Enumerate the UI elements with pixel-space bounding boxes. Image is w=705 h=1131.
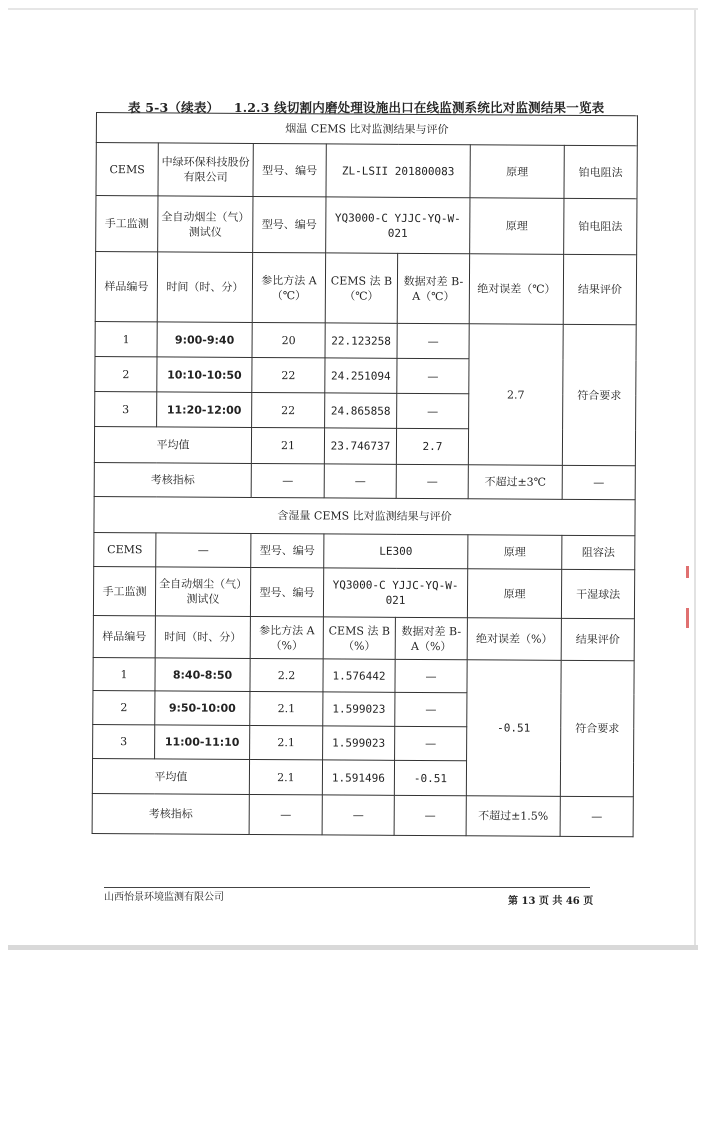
humid-criteria-d: —	[394, 795, 466, 835]
cems-value: 1.576442	[323, 659, 395, 692]
sample-time: 8:40-8:50	[155, 658, 250, 692]
humid-avg-d: -0.51	[394, 760, 466, 795]
table-row	[95, 321, 636, 359]
temp-criteria-result: —	[562, 465, 635, 499]
ref-value: 2.1	[250, 691, 323, 725]
criteria-row	[92, 793, 633, 836]
sample-no: 2	[95, 356, 157, 391]
humid-avg-label: 平均值	[92, 758, 249, 794]
temp-header-sample: 样品编号	[95, 252, 157, 322]
humid-header-cems: CEMS 法 B（%）	[323, 617, 395, 659]
ref-value: 22	[252, 357, 325, 392]
humid-cems-model: LE300	[324, 534, 468, 569]
humid-criteria-a: —	[249, 794, 322, 834]
diff-value: —	[397, 323, 469, 358]
temp-manual-instrument: 全自动烟尘（气）测试仪	[158, 196, 253, 253]
humid-manual-model-label: 型号、编号	[250, 567, 323, 616]
temp-criteria-a: —	[251, 463, 324, 497]
temp-cems-model: ZL-LSII 201800083	[326, 144, 470, 198]
table-number: 表 5-3（续表）	[128, 100, 220, 115]
temp-manual-principle: 铂电阻法	[564, 198, 637, 254]
temp-avg-d: 2.7	[396, 428, 468, 464]
temp-avg-a: 21	[251, 427, 324, 463]
sample-time: 10:10-10:50	[157, 357, 252, 393]
humid-criteria-b: —	[322, 795, 394, 835]
ref-value: 20	[252, 322, 325, 357]
humid-header-ref: 参比方法 A（%）	[250, 616, 323, 658]
edge-mark	[686, 608, 689, 628]
humid-header-abs: 绝对误差（%）	[467, 618, 561, 661]
humid-principle-label: 原理	[468, 535, 562, 570]
cems-value: 24.251094	[325, 358, 397, 393]
comparison-table	[92, 112, 638, 837]
humid-cems-label: CEMS	[94, 532, 156, 566]
table-row	[93, 657, 634, 693]
temp-cems-label: CEMS	[96, 143, 158, 196]
humid-model-label: 型号、编号	[251, 533, 324, 567]
temp-header-ref: 参比方法 A（℃）	[252, 252, 325, 322]
sample-time: 11:00-11:10	[155, 725, 250, 760]
sample-no: 1	[95, 321, 157, 356]
temp-header-abs: 绝对误差（℃）	[469, 254, 563, 325]
diff-value: —	[395, 692, 467, 726]
humid-criteria-abs: 不超过±1.5%	[466, 796, 560, 837]
footer-company: 山西怡景环境监测有限公司	[104, 892, 224, 903]
temp-abs-error: 2.7	[468, 324, 563, 466]
page-edge-bottom	[8, 945, 698, 950]
cems-value: 1.599023	[323, 726, 395, 760]
sample-no: 2	[93, 690, 155, 724]
humid-manual-instrument: 全自动烟尘（气）测试仪	[155, 567, 250, 617]
sample-no: 1	[93, 657, 155, 690]
sample-no: 3	[95, 391, 157, 426]
humid-manual-label: 手工监测	[93, 566, 155, 615]
humid-avg-a: 2.1	[249, 759, 322, 794]
humid-criteria-result: —	[560, 796, 633, 836]
diff-value: —	[397, 393, 469, 428]
diff-value: —	[395, 726, 467, 760]
cems-value: 22.123258	[325, 323, 397, 358]
humid-criteria-label: 考核指标	[92, 793, 249, 834]
sample-time: 11:20-12:00	[157, 392, 252, 428]
humid-manual-principle-label: 原理	[467, 569, 561, 619]
humid-abs-error: -0.51	[466, 660, 561, 797]
cems-value: 1.599023	[323, 692, 395, 726]
criteria-row	[94, 462, 635, 499]
temp-criteria-b: —	[324, 464, 396, 498]
diff-value: —	[395, 659, 467, 692]
ref-value: 2.2	[250, 658, 323, 691]
temp-header-result: 结果评价	[563, 254, 636, 324]
temp-avg-b: 23.746737	[324, 428, 396, 464]
humid-header-time: 时间（时、分）	[155, 616, 250, 659]
humid-cems-principle: 阻容法	[562, 535, 635, 569]
page-edge-top	[8, 8, 698, 10]
page-edge-right	[694, 10, 696, 945]
humid-avg-b: 1.591496	[322, 760, 394, 795]
humid-result: 符合要求	[560, 660, 634, 796]
temp-header-cems: CEMS 法 B（℃）	[325, 253, 397, 323]
temp-criteria-d: —	[396, 464, 468, 498]
temp-manual-model-label: 型号、编号	[253, 196, 326, 252]
sample-time: 9:00-9:40	[157, 322, 252, 358]
sample-no: 3	[93, 724, 155, 758]
temp-result: 符合要求	[562, 324, 636, 465]
sample-time: 9:50-10:00	[155, 691, 250, 726]
ref-value: 22	[252, 392, 325, 427]
humid-manual-model: YQ3000-C YJJC-YQ-W-021	[323, 568, 467, 618]
humid-manual-principle: 干湿球法	[561, 569, 634, 618]
humid-header-diff: 数据对差 B-A（%）	[395, 617, 467, 659]
temp-avg-label: 平均值	[94, 426, 251, 463]
humid-section-title: 含湿量 CEMS 比对监测结果与评价	[94, 496, 635, 535]
ref-value: 2.1	[250, 725, 323, 759]
edge-mark	[686, 566, 689, 578]
temp-manual-label: 手工监测	[96, 196, 158, 252]
temp-cems-principle: 铂电阻法	[564, 145, 637, 198]
temp-header-diff: 数据对差 B-A（℃）	[397, 253, 469, 323]
temp-section-title: 烟温 CEMS 比对监测结果与评价	[96, 113, 637, 146]
temp-header-time: 时间（时、分）	[157, 252, 252, 323]
humid-cems-vendor: —	[156, 533, 251, 568]
diff-value: —	[397, 358, 469, 393]
cems-value: 24.865858	[325, 393, 397, 428]
footer-page-number: 第 13 页 共 46 页	[508, 896, 594, 907]
temp-manual-model: YQ3000-C YJJC-YQ-W-021	[326, 197, 470, 254]
table-caption: 1.2.3 线切割内磨处理设施出口在线监测系统比对监测结果一览表	[233, 100, 605, 115]
temp-principle-label: 原理	[470, 145, 564, 199]
temp-criteria-label: 考核指标	[94, 462, 251, 497]
temp-criteria-abs: 不超过±3℃	[468, 465, 562, 500]
humid-header-result: 结果评价	[561, 618, 634, 660]
temp-manual-principle-label: 原理	[470, 198, 564, 255]
temp-cems-vendor: 中绿环保科技股份有限公司	[158, 143, 253, 197]
humid-header-sample: 样品编号	[93, 615, 155, 657]
temp-model-label: 型号、编号	[253, 143, 326, 196]
